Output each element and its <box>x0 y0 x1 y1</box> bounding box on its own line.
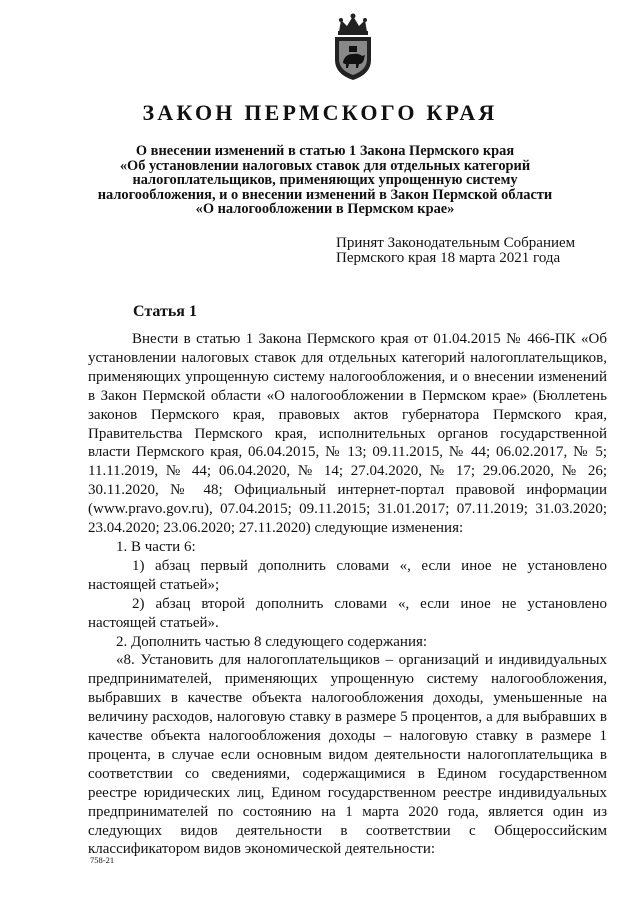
subject-line: О внесении изменений в статью 1 Закона Пермского края <box>135 143 515 159</box>
item-2: 2. Дополнить частью 8 следующего содержания: <box>116 633 428 650</box>
document-number: 758-21 <box>90 855 115 865</box>
adoption-line: Пермского края 18 марта 2021 года <box>336 250 561 266</box>
adoption-note <box>336 236 575 266</box>
subject-line: «О налогообложении в Пермском крае» <box>195 201 455 218</box>
item-1-1: 1) абзац первый дополнить словами «, если иное не установлено настоящей статьей»; <box>88 557 607 593</box>
subject-line: налогоплательщиков, применяющих упрощенную систему <box>132 172 518 189</box>
perm-krai-emblem-icon <box>327 12 379 82</box>
adoption-line: Принят Законодательным Собранием <box>336 235 576 251</box>
item-2-quote: «8. Установить для налогоплательщиков – организаций и индивидуальных предпринимателей, применяющих упрощенную систему налогообложения, выбравших в качестве объекта налогообложения доходы, уменьшенные на величину расходов, налоговую ставку в размере 5 процентов, а для выбравших в качестве объекта налогообложения доходы – налоговую ставку в размере 1 процента, в случае если основным видом деятельности налогоплательщика в соответствии со сведениями, содержащимися в Едином государственном реестре юридических лиц, Едином государственном реестре индивидуальных предпринимателей по состоянию на 1 марта 2020 года, является один из следующих видов деятельности в соответствии с Общероссийским классификатором видов экономической деятельности: <box>88 652 607 858</box>
subject-line: «Об установлении налоговых ставок для отдельных категорий <box>119 157 531 174</box>
article-heading: Статья 1 <box>133 303 197 320</box>
law-subject <box>60 144 590 217</box>
item-1-2: 2) абзац второй дополнить словами «, если иное не установлено настоящей статьей». <box>88 595 607 631</box>
article-body <box>88 330 607 859</box>
item-1: 1. В части 6: <box>116 538 196 555</box>
subject-line: налогообложения, и о внесении изменений в Закон Пермской области <box>97 186 553 203</box>
article-intro: Внести в статью 1 Закона Пермского края от 01.04.2015 № 466-ПК «Об установлении налоговых ставок для отдельных категорий налогоплательщиков, применяющих упрощенную систему налогообложения, и о внесении изменений в Закон Пермской области «О налогообложении в Пермском крае» (Бюллетень законов Пермского края, правовых актов губернатора Пермского края, Правительства Пермского края, исполнительных органов государственной власти Пермского края, 06.04.2015, № 13; 09.11.2015, № 44; 06.02.2017, № 5; 11.11.2019, № 44; 06.04.2020, № 14; 27.04.2020, № 17; 29.06.2020, № 26; 30.11.2020, № 48; Официальный интернет-портал правовой информации (www.pravo.gov.ru), 07.04.2015; 09.11.2015; 31.01.2017; 07.11.2019; 31.03.2020; 23.04.2020; 23.06.2020; 27.11.2020) следующие изменения: <box>88 331 607 537</box>
law-title: ЗАКОН ПЕРМСКОГО КРАЯ <box>142 100 498 125</box>
